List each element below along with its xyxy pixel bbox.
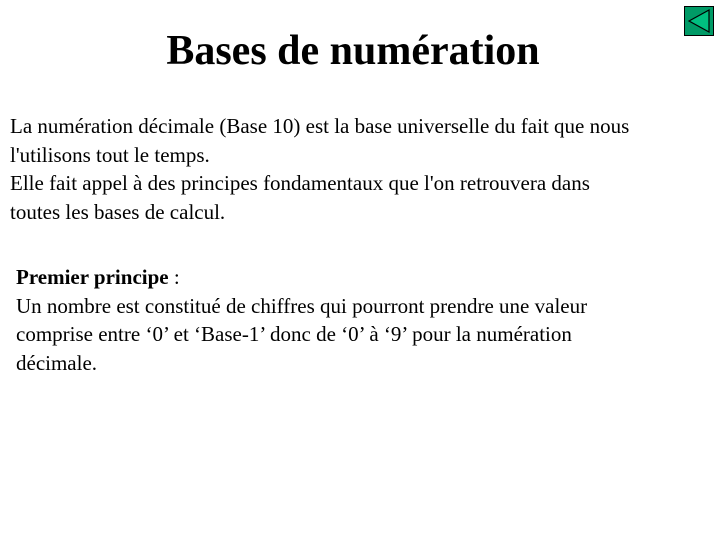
intro-paragraph bbox=[10, 112, 718, 226]
slide-title: Bases de numération bbox=[166, 28, 540, 74]
intro-line: La numération décimale (Base 10) est la base universelle du fait que nous bbox=[10, 114, 630, 138]
left-triangle-arrow-icon bbox=[685, 7, 715, 37]
previous-slide-button[interactable] bbox=[684, 6, 714, 36]
intro-line: l'utilisons tout le temps. bbox=[10, 142, 210, 167]
principle-heading-line bbox=[16, 263, 706, 292]
principle-line: comprise entre ‘0’ et ‘Base-1’ donc de ‘0’ à ‘9’ pour la numération bbox=[16, 322, 572, 346]
intro-line: Elle fait appel à des principes fondamentaux que l'on retrouvera dans bbox=[10, 171, 590, 195]
principle-paragraph bbox=[16, 263, 706, 377]
principle-line: décimale. bbox=[16, 350, 98, 375]
principle-line: Un nombre est constitué de chiffres qui pourront prendre une valeur bbox=[16, 293, 588, 318]
principle-heading-suffix: : bbox=[168, 265, 180, 289]
intro-line: toutes les bases de calcul. bbox=[10, 199, 226, 224]
principle-heading: Premier principe bbox=[16, 265, 169, 289]
